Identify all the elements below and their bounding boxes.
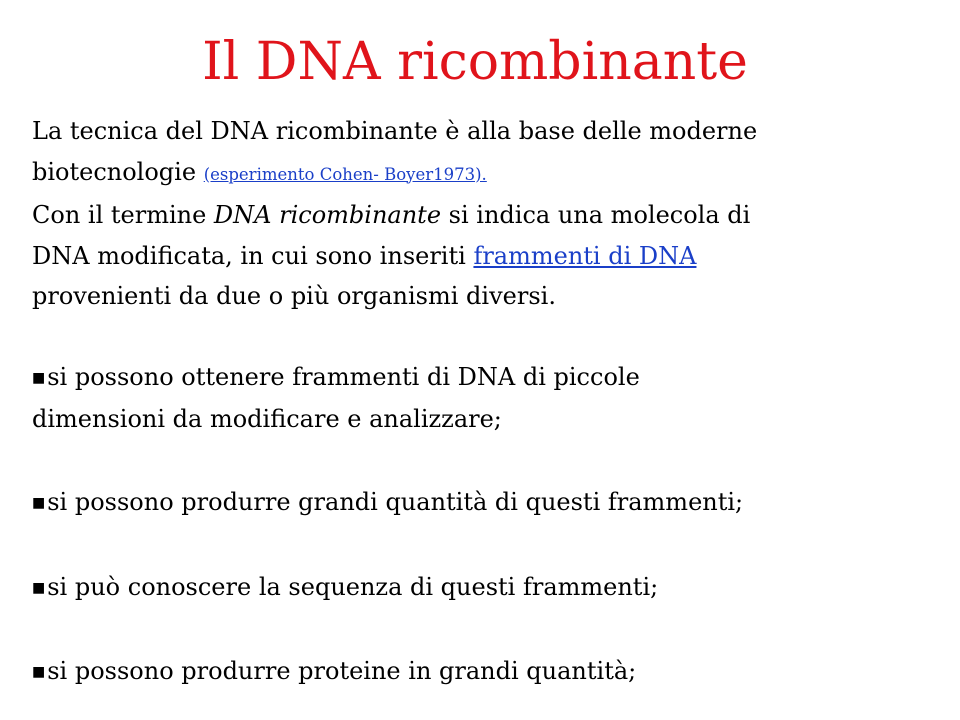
- bullet-item-3: [32, 567, 952, 609]
- spacer: [32, 524, 952, 567]
- bullet-1-line-1: si possono ottenere frammenti di DNA di piccole: [47, 363, 640, 391]
- slide-body: [32, 111, 952, 693]
- intro-text-5: provenienti da due o più organismi diversi.: [32, 282, 556, 310]
- intro-line-4: [32, 236, 952, 277]
- bullet-2-text: si possono produrre grandi quantità di questi frammenti;: [47, 488, 744, 516]
- dna-fragments-link[interactable]: frammenti di DNA: [473, 241, 697, 270]
- spacer: [32, 317, 952, 358]
- intro-text-1: La tecnica del DNA ricombinante è alla base delle moderne: [32, 117, 758, 145]
- bullet-item-4: [32, 651, 952, 693]
- intro-line-5: [32, 276, 952, 317]
- bullet-item-1-cont: [32, 399, 952, 440]
- square-bullet-icon: ■: [32, 370, 46, 386]
- intro-text-4: DNA modificata, in cui sono inseriti: [32, 241, 474, 270]
- square-bullet-icon: ■: [32, 495, 46, 511]
- intro-text-3b: si indica una molecola di: [441, 201, 751, 229]
- slide-title: Il DNA ricombinante: [202, 32, 748, 92]
- intro-line-2: [32, 152, 952, 196]
- dna-ricombinante-term: DNA ricombinante: [213, 201, 442, 229]
- intro-text-2: biotecnologie: [32, 157, 204, 186]
- spacer: [32, 439, 952, 482]
- bullet-item-2: [32, 482, 952, 524]
- bullet-4-text: si possono produrre proteine in grandi quantità;: [47, 657, 637, 685]
- intro-line-1: [32, 111, 952, 152]
- spacer: [32, 608, 952, 651]
- bullet-3-text: si può conoscere la sequenza di questi frammenti;: [47, 572, 659, 601]
- intro-text-3a: Con il termine: [32, 201, 214, 229]
- bullet-1-line-2: dimensioni da modificare e analizzare;: [32, 404, 502, 433]
- bullet-item-1: [32, 357, 952, 399]
- cohen-boyer-reference-link[interactable]: (esperimento Cohen- Boyer1973).: [203, 164, 487, 184]
- intro-line-3: [32, 195, 952, 236]
- square-bullet-icon: ■: [32, 664, 46, 680]
- square-bullet-icon: ■: [32, 579, 46, 596]
